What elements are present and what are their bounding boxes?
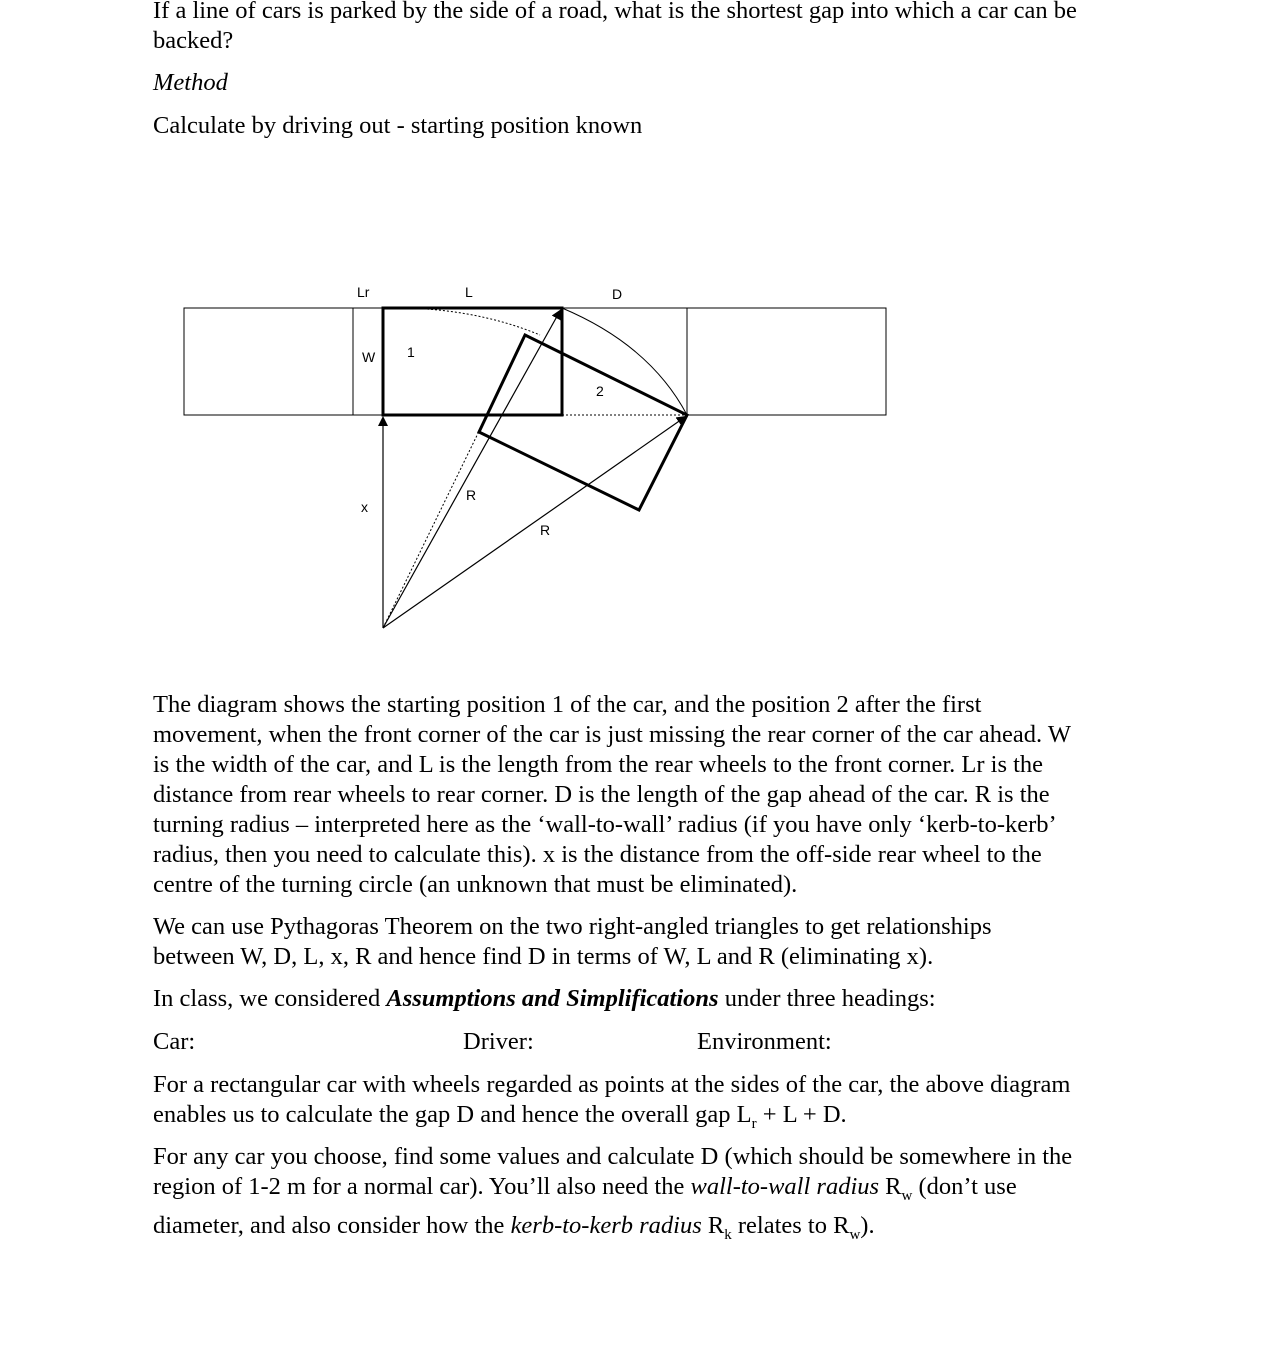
question-line-1: If a line of cars is parked by the side of a road, what is the shortest gap into which a car can be	[153, 0, 1077, 24]
wall-to-wall-term: wall-to-wall radius	[690, 1173, 880, 1200]
label-position-2: 2	[596, 383, 604, 399]
rectangular-line-2	[153, 1100, 1153, 1139]
rk-symbol: R	[701, 1211, 725, 1239]
rectangular-line-2-text: enables us to calculate the gap D and hence the overall gap L	[153, 1101, 752, 1128]
description-line: centre of the turning circle (an unknown that must be eliminated).	[153, 871, 798, 898]
anycar-line-2	[153, 1172, 1153, 1211]
heading-environment: Environment:	[697, 1028, 832, 1055]
subscript-w: w	[901, 1187, 913, 1204]
assumptions-emphasis: Assumptions and Simplifications	[386, 985, 719, 1012]
method-heading: Method	[153, 69, 228, 96]
rectangular-line-2-end: + L + D.	[756, 1101, 847, 1128]
description-line: is the width of the car, and L is the length from the rear wheels to the front corner. Lr is the	[153, 751, 1044, 778]
description-line: The diagram shows the starting position 1 of the car, and the position 2 after the first	[153, 691, 982, 718]
dotted-swept-arc	[383, 308, 540, 335]
method-text: Calculate by driving out - starting position known	[153, 112, 643, 139]
assumptions-line	[153, 984, 936, 1014]
radius-line-2	[383, 417, 685, 628]
description-line: radius, then you need to calculate this). x is the distance from the off-side rear wheel to the	[153, 841, 1042, 868]
anycar-line-2-text: region of 1-2 m for a normal car). You’ll also need the	[153, 1173, 691, 1200]
label-w: W	[362, 349, 376, 365]
heading-driver: Driver:	[463, 1028, 534, 1055]
description-line: turning radius – interpreted here as the ‘wall-to-wall’ radius (if you have only ‘kerb-to-kerb’	[153, 811, 1057, 838]
car-position-1	[383, 308, 562, 415]
parked-car-ahead	[687, 308, 886, 415]
anycar-line-1: For any car you choose, find some values and calculate D (which should be somewhere in the	[153, 1143, 1073, 1170]
subscript-r: r	[751, 1115, 757, 1132]
anycar-line-3-mid: relates to R	[731, 1211, 850, 1239]
pythagoras-paragraph	[153, 912, 1153, 972]
car-position-2	[479, 335, 687, 510]
rw-symbol: R	[879, 1173, 902, 1200]
description-paragraph	[153, 690, 1153, 900]
rectangular-line-1: For a rectangular car with wheels regarded as points at the sides of the car, the above diagram	[153, 1071, 1071, 1098]
pythagoras-line: between W, D, L, x, R and hence find D in terms of W, L and R (eliminating x).	[153, 943, 934, 970]
subscript-k: k	[724, 1226, 732, 1243]
description-line: distance from rear wheels to rear corner. D is the length of the gap ahead of the car. R is the	[153, 781, 1050, 808]
anycar-line-3-end: ).	[860, 1211, 875, 1239]
description-line: movement, when the front corner of the car is just missing the rear corner of the car ahead. W	[153, 721, 1071, 748]
assumptions-suffix: under three headings:	[718, 985, 936, 1012]
label-x: x	[361, 499, 368, 515]
assumptions-prefix: In class, we considered	[153, 985, 387, 1012]
anycar-line-2-end: (don’t use	[912, 1173, 1017, 1200]
kerb-to-kerb-term: kerb-to-kerb radius	[510, 1211, 702, 1239]
rectangular-paragraph	[153, 1070, 1153, 1139]
label-l: L	[465, 284, 473, 300]
question-line-2: backed?	[153, 27, 234, 54]
anycar-line-3-text: diameter, and also consider how the	[153, 1211, 511, 1239]
subscript-w-2: w	[849, 1226, 861, 1243]
heading-car: Car:	[153, 1028, 196, 1055]
anycar-paragraph	[153, 1142, 1153, 1250]
label-r-1: R	[466, 487, 477, 503]
anycar-line-3	[153, 1211, 1153, 1250]
pythagoras-line: We can use Pythagoras Theorem on the two right-angled triangles to get relationships	[153, 913, 992, 940]
label-lr: Lr	[357, 284, 370, 300]
label-r-2: R	[540, 522, 551, 538]
label-position-1: 1	[407, 344, 415, 360]
label-d: D	[612, 286, 623, 302]
